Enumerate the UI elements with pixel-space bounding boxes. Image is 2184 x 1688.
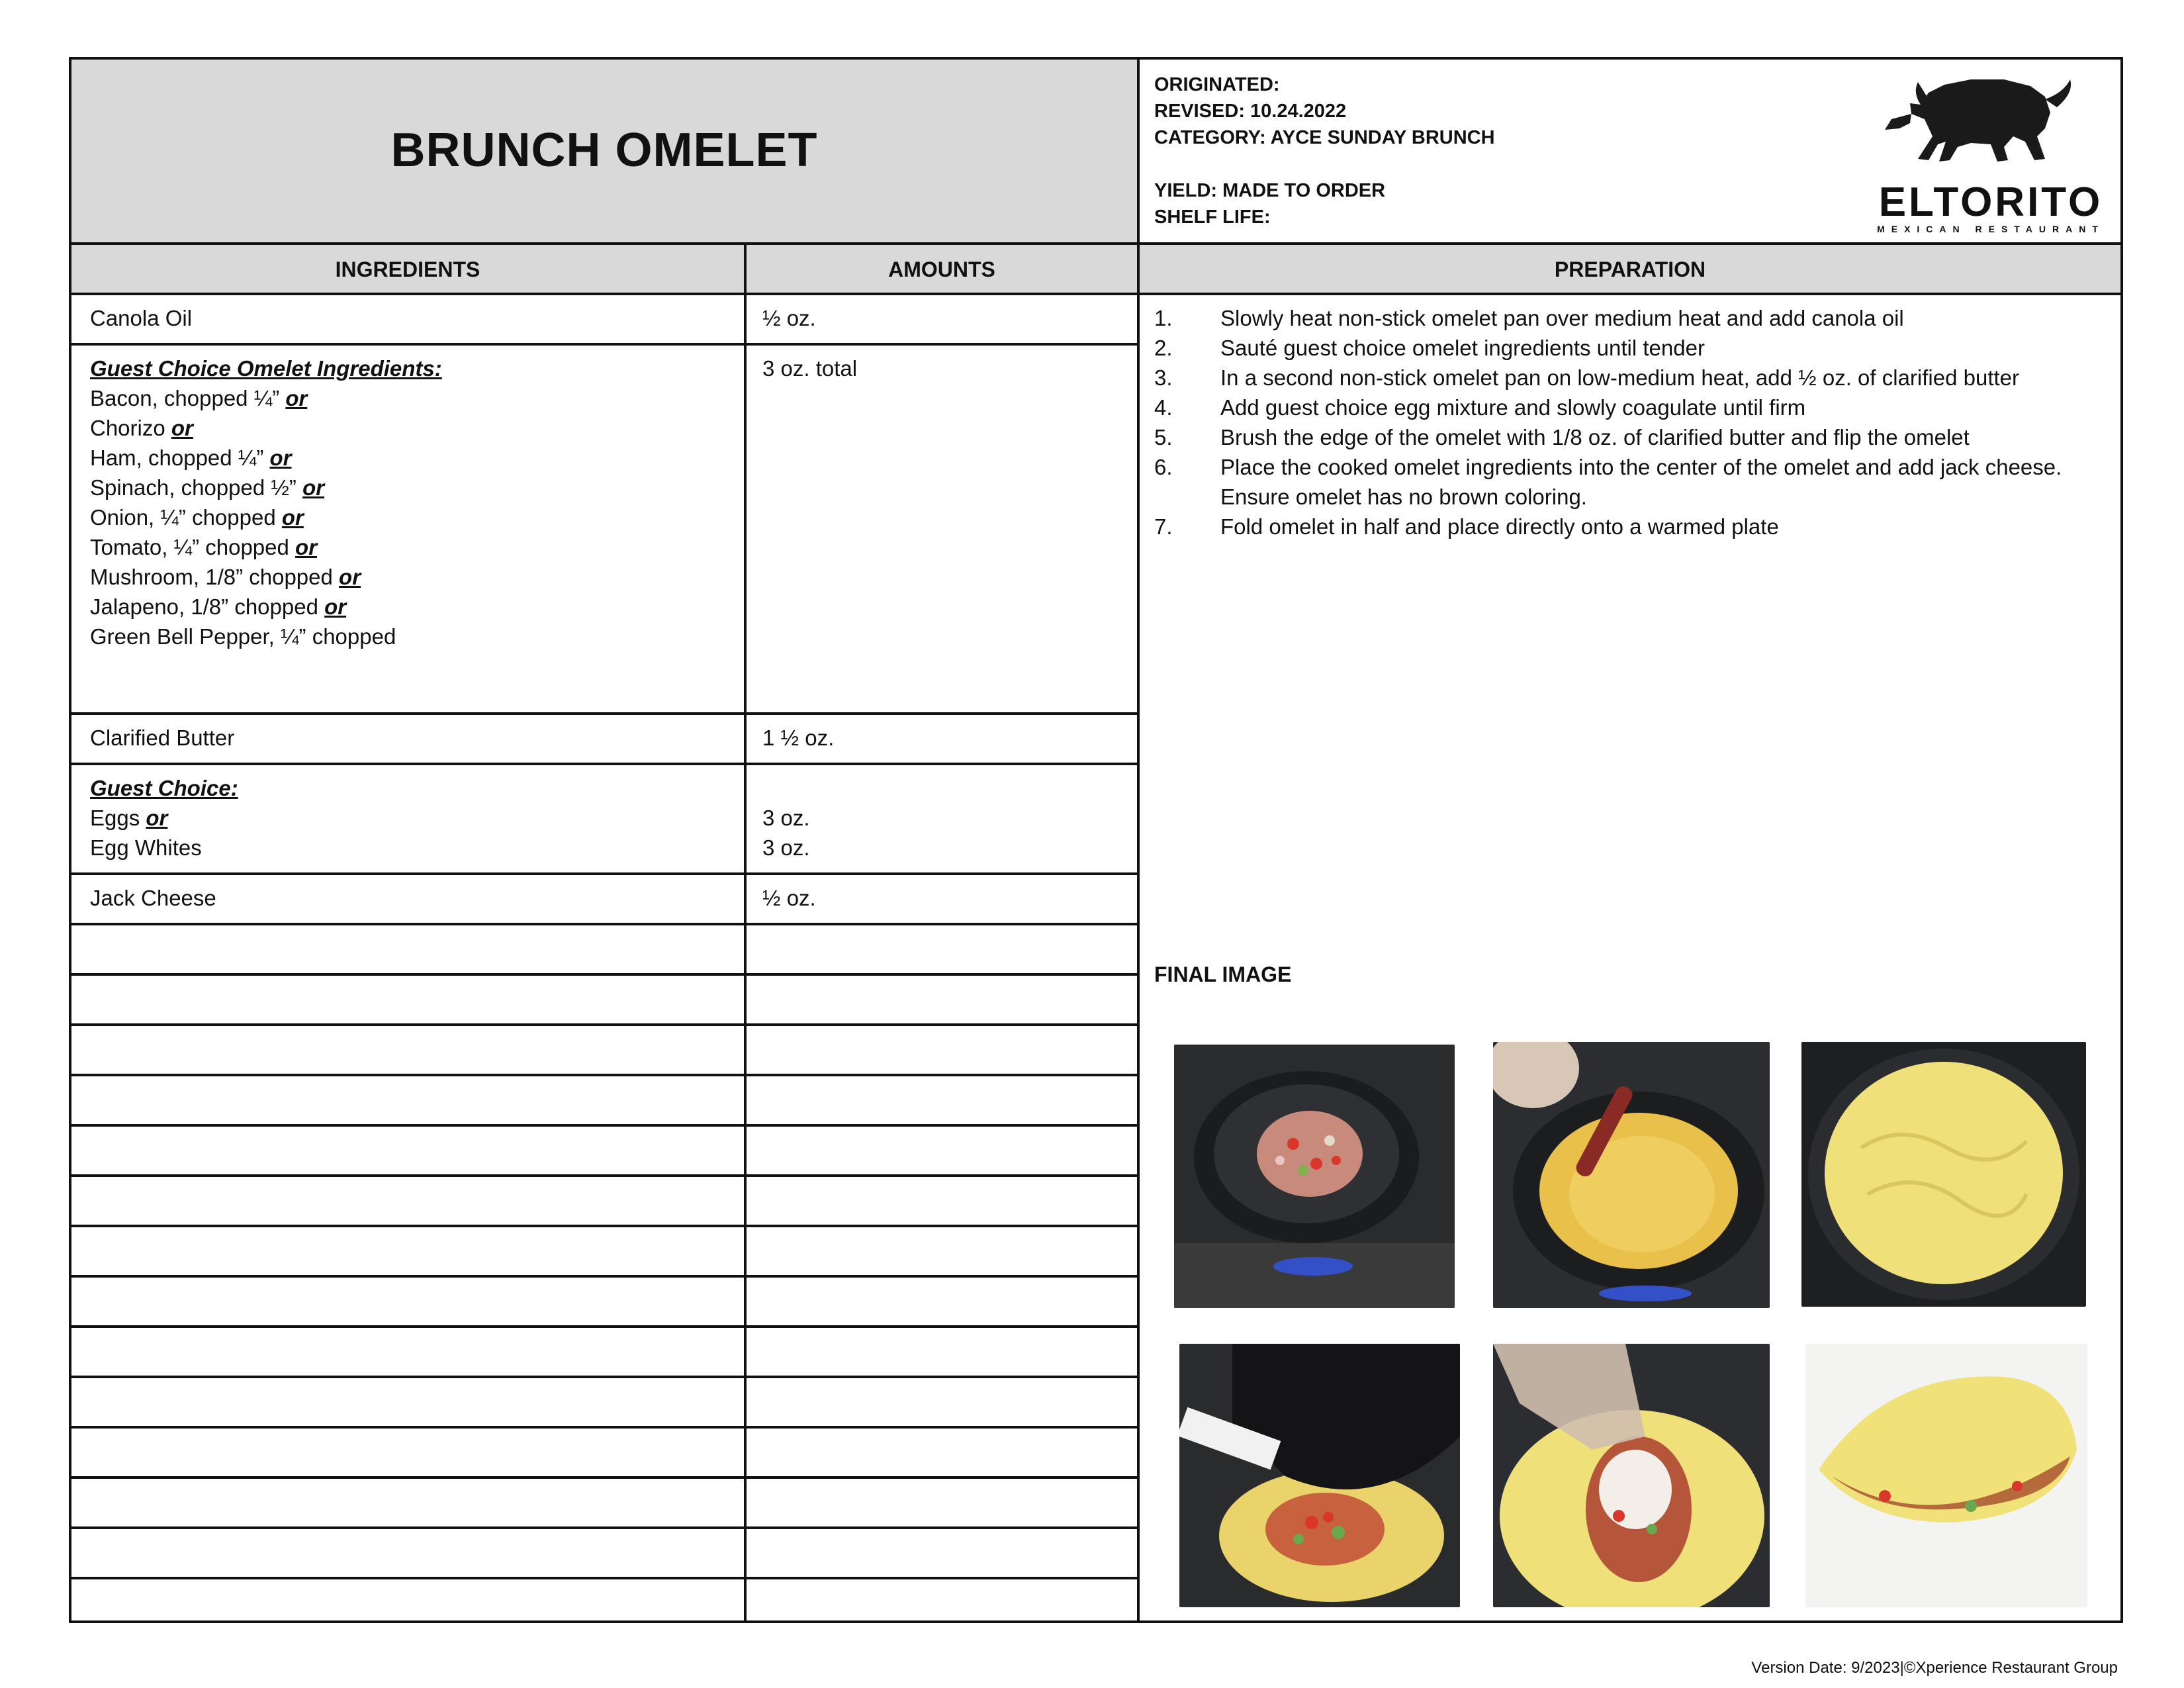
row-divider xyxy=(71,1174,1137,1177)
list-item: Green Bell Pepper, ¼” chopped xyxy=(90,624,396,649)
revised-label: REVISED: 10.24.2022 xyxy=(1154,101,1347,122)
guest-omelet-heading: Guest Choice Omelet Ingredients: xyxy=(90,356,442,381)
list-item: 5. Brush the edge of the omelet with 1/8 oz. of clarified butter and flip the omelet xyxy=(1154,425,1970,449)
ingredient-guest-omelet xyxy=(90,353,725,651)
row-divider xyxy=(71,923,1137,925)
list-item: 3. In a second non-stick omelet pan on low-medium heat, add ½ oz. of clarified butter xyxy=(1154,365,2019,390)
final-image-label: FINAL IMAGE xyxy=(1154,962,1292,986)
amount-eggs: 3 oz. xyxy=(762,806,810,830)
step-photo-plated xyxy=(1805,1344,2087,1607)
list-item: 4. Add guest choice egg mixture and slowly coagulate until firm xyxy=(1154,395,1806,420)
step-photo-fill xyxy=(1179,1344,1460,1607)
list-item: Mushroom, 1/8” chopped or xyxy=(90,565,361,589)
row-divider xyxy=(71,1074,1137,1076)
list-item: Spinach, chopped ½” or xyxy=(90,475,325,500)
list-item: 1. Slowly heat non-stick omelet pan over medium heat and add canola oil xyxy=(1154,306,1904,330)
amount-egg-whites: 3 oz. xyxy=(762,835,810,860)
list-item: Tomato, ¼” chopped or xyxy=(90,535,318,559)
amounts-header: AMOUNTS xyxy=(888,258,995,281)
row-divider xyxy=(71,1124,1137,1127)
divider xyxy=(744,242,747,1620)
list-item: Chorizo or xyxy=(90,416,193,440)
list-item: Ham, chopped ¼” or xyxy=(90,445,292,470)
bull-icon xyxy=(1872,73,2110,172)
list-item: 6. Place the cooked omelet ingredients into the center of the omelet and add jack cheese. Ensure omelet has no brown coloring. xyxy=(1154,455,2062,509)
amount-clarified-butter: 1 ½ oz. xyxy=(762,726,835,750)
amount-canola-oil: ½ oz. xyxy=(762,306,816,330)
list-item: 7. Fold omelet in half and place directly onto a warmed plate xyxy=(1154,514,1779,539)
shelf-life-label: SHELF LIFE: xyxy=(1154,207,1271,228)
page-title: BRUNCH OMELET xyxy=(390,124,818,177)
step-photo-saute xyxy=(1174,1045,1455,1308)
ingredient-clarified-butter: Clarified Butter xyxy=(90,726,235,750)
brand-logo xyxy=(1872,73,2110,232)
row-divider xyxy=(71,343,1137,346)
amount-guest-omelet: 3 oz. total xyxy=(762,356,858,381)
divider xyxy=(1137,60,1140,1620)
step-photo-cooked xyxy=(1801,1042,2086,1307)
row-divider xyxy=(71,1526,1137,1529)
row-divider xyxy=(71,1275,1137,1278)
originated-label: ORIGINATED: xyxy=(1154,74,1280,95)
list-item: Egg Whites xyxy=(90,835,202,860)
row-divider xyxy=(71,1426,1137,1429)
logo-wordmark: ELTORITO xyxy=(1878,179,2103,225)
row-divider xyxy=(71,1476,1137,1479)
list-item: 2. Sauté guest choice omelet ingredients until tender xyxy=(1154,336,1705,360)
row-divider xyxy=(71,763,1137,765)
recipe-card xyxy=(69,57,2123,1623)
row-divider xyxy=(71,1225,1137,1227)
row-divider xyxy=(71,1376,1137,1378)
ingredient-canola-oil: Canola Oil xyxy=(90,306,193,330)
row-divider xyxy=(71,872,1137,875)
category-label: CATEGORY: AYCE SUNDAY BRUNCH xyxy=(1154,127,1495,148)
recipe-meta xyxy=(1154,71,1750,230)
yield-label: YIELD: MADE TO ORDER xyxy=(1154,180,1386,201)
divider xyxy=(71,293,2120,295)
row-divider xyxy=(71,1023,1137,1026)
preparation-header: PREPARATION xyxy=(1554,258,1706,281)
list-item: Onion, ¼” chopped or xyxy=(90,505,304,530)
row-divider xyxy=(71,1325,1137,1328)
guest-egg-heading: Guest Choice: xyxy=(90,776,238,800)
preparation-steps xyxy=(1154,303,2107,541)
list-item: Eggs or xyxy=(90,806,168,830)
ingredients-header: INGREDIENTS xyxy=(335,258,480,281)
row-divider xyxy=(71,973,1137,976)
step-photo-brush xyxy=(1493,1042,1770,1308)
amount-guest-egg xyxy=(762,803,810,863)
ingredient-jack-cheese: Jack Cheese xyxy=(90,886,216,910)
row-divider xyxy=(71,1577,1137,1579)
step-photo-cheese xyxy=(1493,1344,1770,1607)
ingredient-guest-egg xyxy=(90,773,238,863)
version-footer: Version Date: 9/2023|©Xperience Restaurant Group xyxy=(1751,1659,2118,1677)
logo-tagline: MEXICAN RESTAURANT xyxy=(1877,224,2105,234)
amount-jack-cheese: ½ oz. xyxy=(762,886,816,910)
row-divider xyxy=(71,712,1137,715)
list-item: Jalapeno, 1/8” chopped or xyxy=(90,594,347,619)
divider xyxy=(71,242,2120,245)
list-item: Bacon, chopped ¼” or xyxy=(90,386,308,410)
